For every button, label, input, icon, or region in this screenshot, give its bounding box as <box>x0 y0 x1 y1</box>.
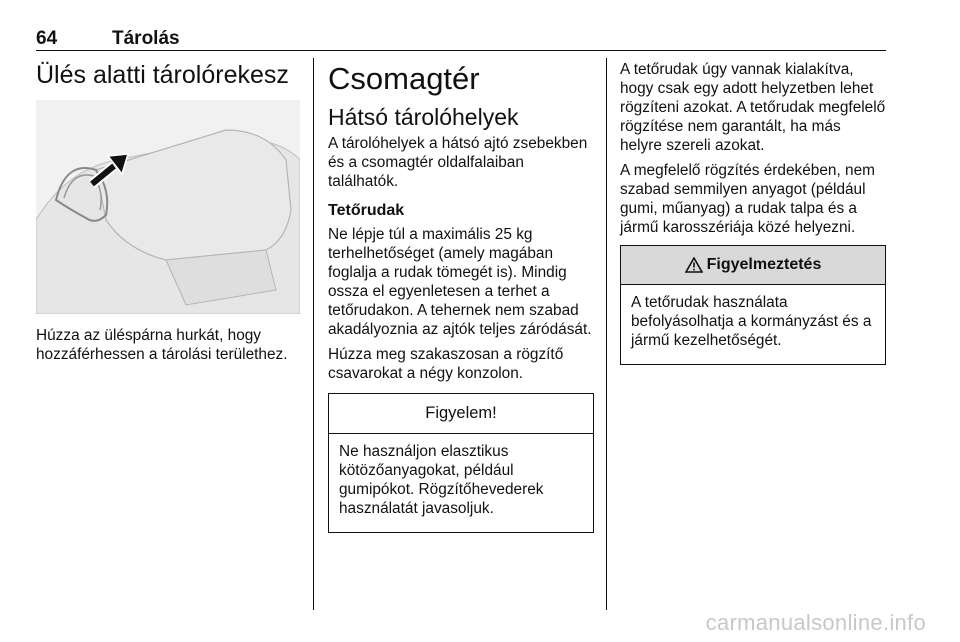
notice-box <box>328 393 594 533</box>
subheading-rear-storage: Hátsó tárolóhelyek <box>328 104 519 130</box>
figure-caption: Húzza az üléspárna hurkát, hogy hozzáférhessen a tárolási területhez. <box>36 327 288 363</box>
column-3 <box>620 60 886 365</box>
notice-text: Ne használjon elasztikus kötözőanyagokat, például gumipókot. Rögzítőhevederek használatát javasoljuk. <box>339 443 544 517</box>
roof-rack-paragraph-2: Húzza meg szakaszosan a rögzítő csavarokat a négy konzolon. <box>328 346 564 382</box>
page-header <box>36 28 886 50</box>
roof-rack-paragraph-3: A tetőrudak úgy vannak kialakítva, hogy csak egy adott helyzetben lehet rögzíteni azokat. A tetőrudak megfelelő rögzítése nem garantált, ha más helyre szereli azokat. <box>620 61 886 154</box>
seat-illustration <box>36 100 300 314</box>
heading-under-seat-storage: Ülés alatti tárolórekesz <box>36 61 289 89</box>
warning-triangle-icon <box>685 257 703 273</box>
roof-rack-paragraph-4: A megfelelő rögzítés érdekében, nem szabad semmilyen anyagot (például gumi, műanyag) a rudak talpa és a jármű karosszériája közé helyezni. <box>620 162 875 236</box>
column-2 <box>328 60 594 533</box>
notice-title: Figyelem! <box>329 394 593 434</box>
watermark: carmanualsonline.info <box>705 610 926 635</box>
column-divider <box>313 58 314 610</box>
page-number: 64 <box>36 28 58 49</box>
warning-text: A tetőrudak használata befolyásolhatja a kormányzást és a jármű kezelhetőségét. <box>631 294 872 349</box>
column-1 <box>36 60 300 370</box>
heading-luggage-compartment: Csomagtér <box>328 61 480 96</box>
seat-storage-figure <box>36 100 300 314</box>
heading-roof-racks: Tetőrudak <box>328 202 405 219</box>
column-divider <box>606 58 607 610</box>
intro-paragraph: A tárolóhelyek a hátsó ajtó zsebekben és a csomagtér oldalfalaiban találhatók. <box>328 135 588 190</box>
warning-header <box>621 246 885 285</box>
header-rule <box>36 50 886 51</box>
roof-rack-paragraph-1: Ne lépje túl a maximális 25 kg terhelhetőséget (amely magában foglalja a rudak tömegét is). Mindig ossza el egyenletesen a terhet a tetőrudakon. A tehernek nem szabad akadályoznia az ajtók teljes záródását. <box>328 226 592 338</box>
warning-box <box>620 245 886 365</box>
warning-title: Figyelmeztetés <box>706 256 822 273</box>
section-title: Tárolás <box>112 28 180 49</box>
